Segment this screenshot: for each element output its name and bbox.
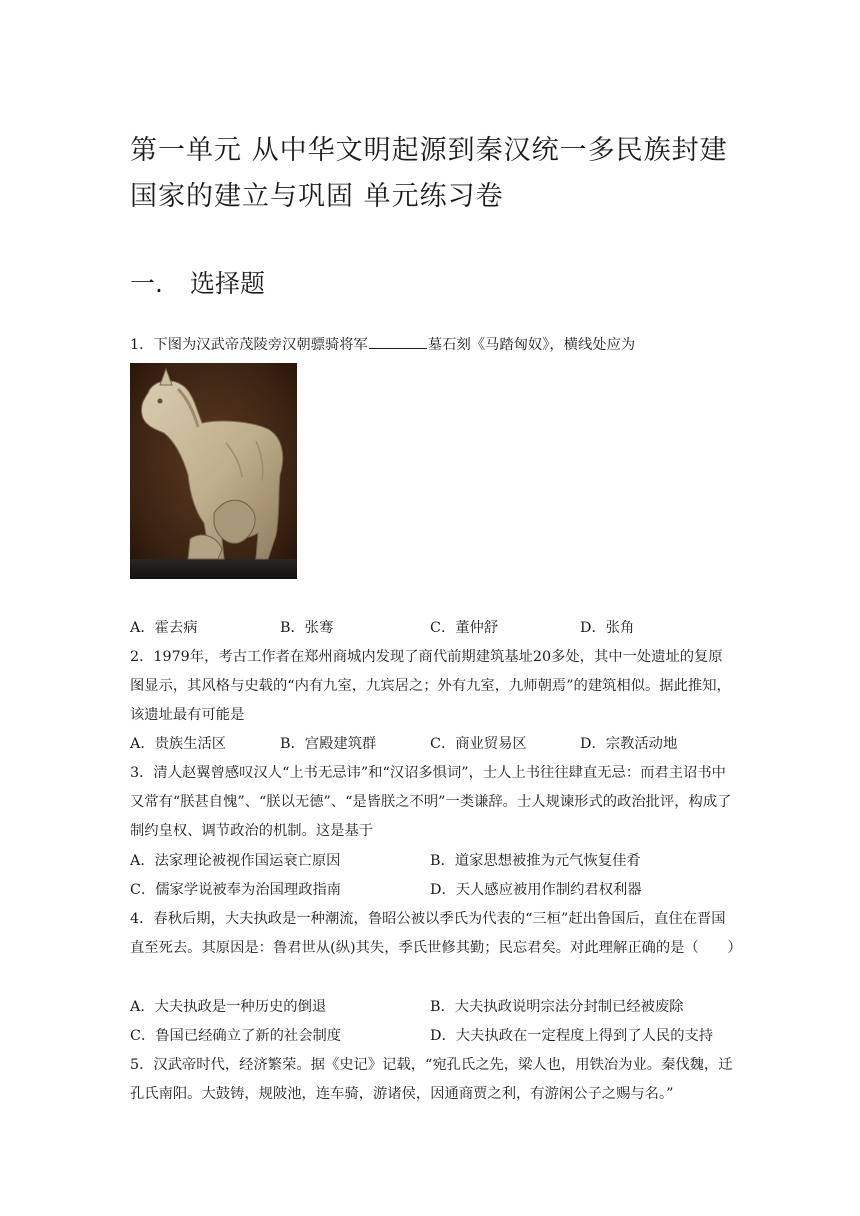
option-c: C．儒家学说被奉为治国理政指南 bbox=[130, 882, 342, 898]
question-1 bbox=[130, 331, 736, 360]
option-a: A．霍去病 bbox=[130, 620, 198, 636]
question-1-options bbox=[130, 614, 736, 643]
question-3-options-row-1 bbox=[130, 847, 736, 876]
section-heading bbox=[130, 266, 265, 302]
question-3-options-row-2 bbox=[130, 876, 736, 905]
option-d: D．张角 bbox=[580, 620, 635, 636]
document-title: 第一单元 从中华文明起源到秦汉统一多民族封建国家的建立与巩固 单元练习卷 bbox=[130, 135, 728, 212]
option-b: B．大夫执政说明宗法分封制已经被废除 bbox=[430, 999, 684, 1015]
section-number: 一. bbox=[130, 269, 163, 298]
option-b: B．宫殿建筑群 bbox=[280, 736, 377, 752]
question-3: 3．清人赵翼曾感叹汉人“上书无忌讳”和“汉诏多惧词”，士人上书往往肆直无忌：而君主诏书中又常有“朕甚自愧”、“朕以无德”、“是皆朕之不明”一类谦辞。士人规谏形式的政治批评，构成了制约皇权、调节政治的机制。这是基于 bbox=[130, 765, 732, 839]
option-b: B．张骞 bbox=[280, 620, 334, 636]
section-label: 选择题 bbox=[190, 269, 266, 298]
option-d: D．大夫执政在一定程度上得到了人民的支持 bbox=[430, 1028, 714, 1044]
option-c: C．董仲舒 bbox=[430, 620, 499, 636]
option-b: B．道家思想被推为元气恢复佳肴 bbox=[430, 853, 641, 869]
option-d: D．天人感应被用作制约君权利器 bbox=[430, 882, 642, 898]
question-4-options-row-2 bbox=[130, 1022, 736, 1051]
answer-blank bbox=[369, 332, 427, 349]
question-2: 2．1979年，考古工作者在郑州商城内发现了商代前期建筑基址20多处，其中一处遗址的复原图显示，其风格与史载的“内有九室，九宾居之；外有九室，九师朝焉”的建筑相似。据此推知，该遗址最有可能是 bbox=[130, 649, 731, 723]
option-a: A．大夫执政是一种历史的倒退 bbox=[130, 999, 327, 1015]
question-4: 4．春秋后期，大夫执政是一种潮流，鲁昭公被以季氏为代表的“三桓”赶出鲁国后，直住在晋国直至死去。其原因是：鲁君世从(纵)其失，季氏世修其勤；民忘君矣。对此理解正确的是（ ） bbox=[130, 911, 742, 956]
option-a: A．法家理论被视作国运衰亡原因 bbox=[130, 853, 341, 869]
option-d: D．宗教活动地 bbox=[580, 736, 678, 752]
question-5: 5．汉武帝时代，经济繁荣。据《史记》记载，“宛孔氏之先，梁人也，用铁冶为业。秦伐魏，迁孔氏南阳。大鼓铸，规陂池，连车骑，游诸侯，因通商贾之利，有游闲公子之赐与名。” bbox=[130, 1057, 733, 1102]
option-c: C．鲁国已经确立了新的社会制度 bbox=[130, 1028, 342, 1044]
question-4-options-row-1 bbox=[130, 993, 736, 1022]
question-1-text-after: 墓石刻《马踏匈奴》，横线处应为 bbox=[427, 337, 636, 353]
option-c: C．商业贸易区 bbox=[430, 736, 527, 752]
question-2-options bbox=[130, 730, 736, 759]
horse-sculpture-image bbox=[130, 363, 297, 579]
option-a: A．贵族生活区 bbox=[130, 736, 227, 752]
question-1-text-before: 1．下图为汉武帝茂陵旁汉朝骠骑将军 bbox=[130, 337, 368, 353]
